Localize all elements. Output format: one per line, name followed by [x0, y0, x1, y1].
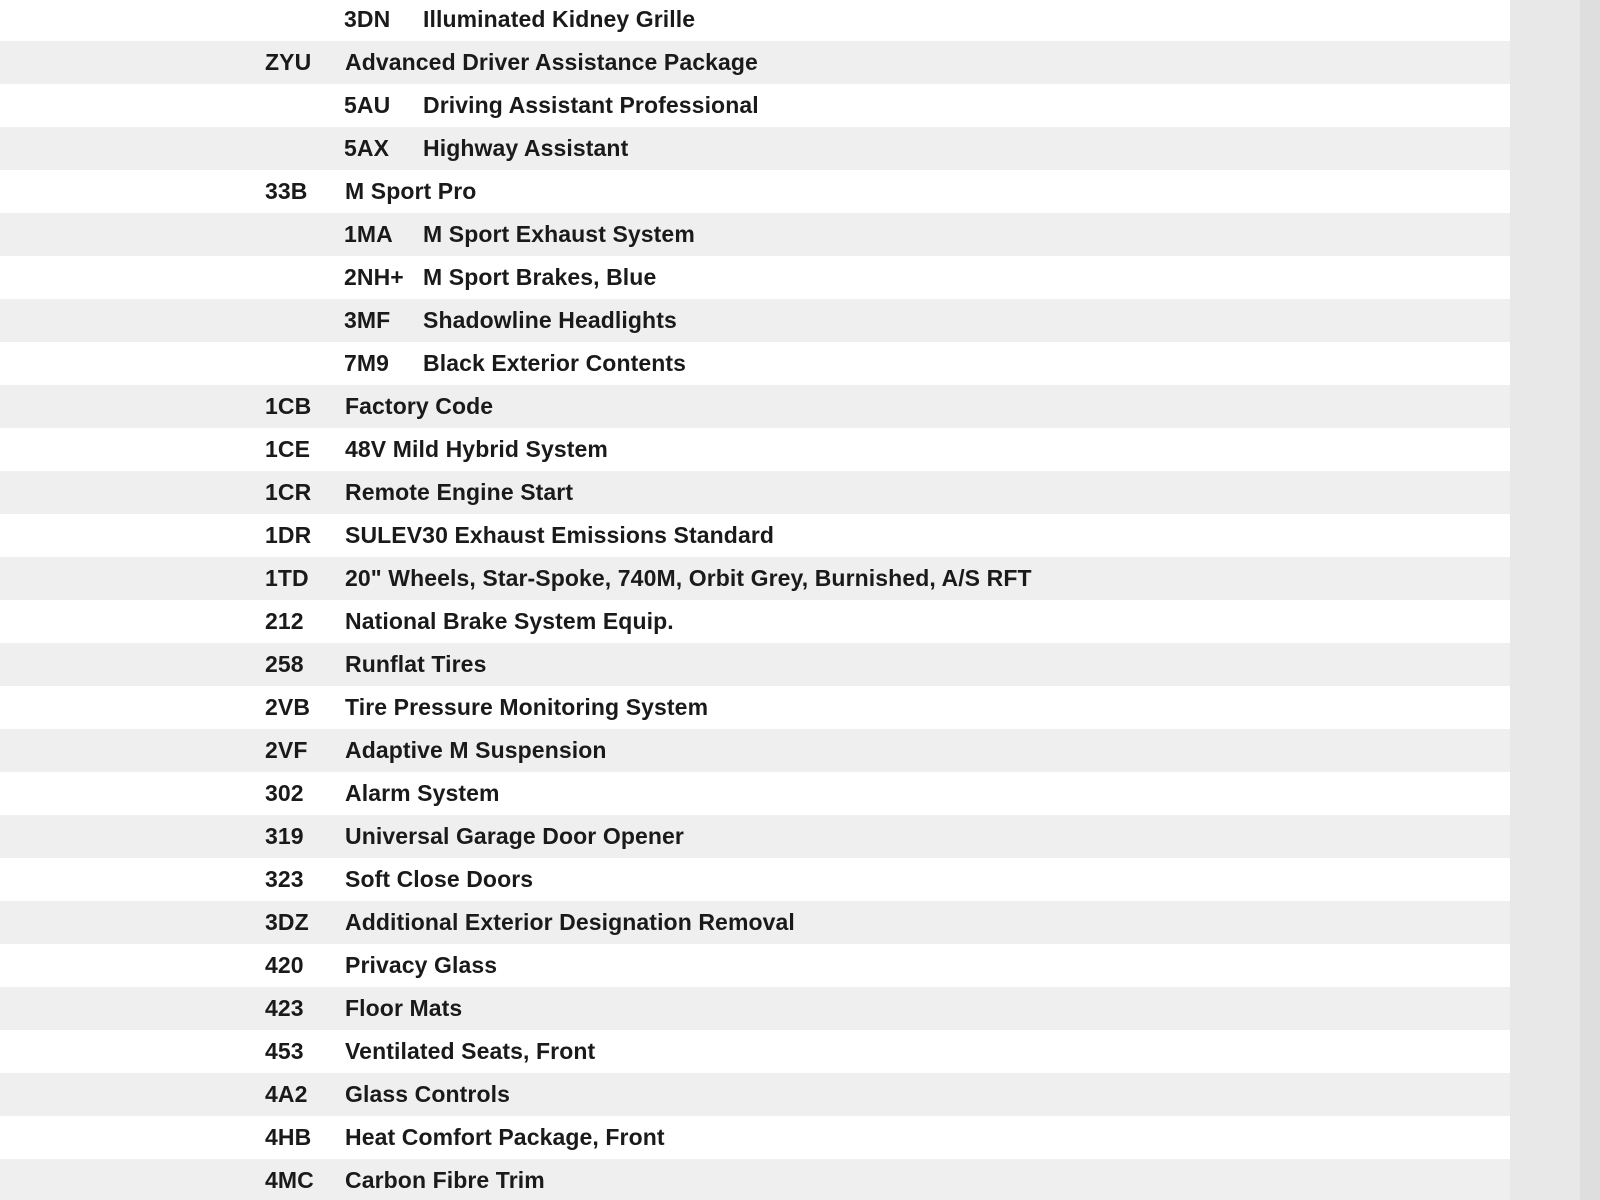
option-code: 423 — [265, 995, 304, 1021]
option-description: SULEV30 Exhaust Emissions Standard — [345, 522, 775, 548]
option-description: Advanced Driver Assistance Package — [345, 49, 758, 75]
option-description: M Sport Brakes, Blue — [423, 264, 657, 290]
option-code: 1MA — [344, 221, 393, 247]
option-row — [0, 686, 1510, 729]
option-row — [0, 0, 1510, 41]
option-code: 5AU — [344, 92, 391, 118]
option-code: 5AX — [344, 135, 390, 161]
option-row — [0, 1116, 1510, 1159]
option-description: 20" Wheels, Star-Spoke, 740M, Orbit Grey, Burnished, A/S RFT — [345, 565, 1032, 591]
option-row — [0, 256, 1510, 299]
option-description: Alarm System — [345, 780, 500, 806]
option-row — [0, 213, 1510, 256]
option-code: 4A2 — [265, 1081, 308, 1107]
option-description: Black Exterior Contents — [423, 350, 687, 376]
option-row — [0, 557, 1510, 600]
option-row — [0, 385, 1510, 428]
option-row — [0, 643, 1510, 686]
option-description: Tire Pressure Monitoring System — [345, 694, 709, 720]
option-code: 3DN — [344, 6, 391, 32]
option-code: 33B — [265, 178, 308, 204]
option-description: Privacy Glass — [345, 952, 498, 978]
vertical-scrollbar[interactable] — [1580, 0, 1600, 1200]
option-description: Shadowline Headlights — [423, 307, 677, 333]
option-description: Carbon Fibre Trim — [345, 1167, 545, 1193]
option-description: Runflat Tires — [345, 651, 487, 677]
option-code: 1TD — [265, 565, 309, 591]
option-code: 420 — [265, 952, 304, 978]
option-code: ZYU — [265, 49, 312, 75]
option-row — [0, 1159, 1510, 1200]
option-row — [0, 84, 1510, 127]
option-row — [0, 1030, 1510, 1073]
option-row — [0, 471, 1510, 514]
option-code: 453 — [265, 1038, 304, 1064]
option-row — [0, 299, 1510, 342]
option-code: 3DZ — [265, 909, 309, 935]
option-row — [0, 127, 1510, 170]
option-description: Remote Engine Start — [345, 479, 574, 505]
option-description: Factory Code — [345, 393, 494, 419]
option-code: 2NH+ — [344, 264, 404, 290]
option-code: 258 — [265, 651, 304, 677]
option-code: 4HB — [265, 1124, 312, 1150]
option-description: Universal Garage Door Opener — [345, 823, 684, 849]
option-code: 4MC — [265, 1167, 314, 1193]
option-code: 7M9 — [344, 350, 390, 376]
option-description: National Brake System Equip. — [345, 608, 674, 634]
option-code: 319 — [265, 823, 304, 849]
option-row — [0, 1073, 1510, 1116]
option-description: M Sport Exhaust System — [423, 221, 695, 247]
option-code: 323 — [265, 866, 304, 892]
option-row — [0, 428, 1510, 471]
option-description: Illuminated Kidney Grille — [423, 6, 696, 32]
option-row — [0, 342, 1510, 385]
option-row — [0, 858, 1510, 901]
option-code: 2VB — [265, 694, 311, 720]
option-row — [0, 514, 1510, 557]
option-row — [0, 944, 1510, 987]
option-row — [0, 170, 1510, 213]
option-code: 1CR — [265, 479, 312, 505]
option-row — [0, 815, 1510, 858]
option-description: Glass Controls — [345, 1081, 510, 1107]
option-code: 302 — [265, 780, 304, 806]
option-code: 2VF — [265, 737, 308, 763]
option-description: 48V Mild Hybrid System — [345, 436, 608, 462]
option-row — [0, 901, 1510, 944]
option-code: 3MF — [344, 307, 391, 333]
option-description: Additional Exterior Designation Removal — [345, 909, 795, 935]
option-description: Driving Assistant Professional — [423, 92, 759, 118]
option-row — [0, 987, 1510, 1030]
option-code: 212 — [265, 608, 304, 634]
option-description: Soft Close Doors — [345, 866, 534, 892]
option-description: Floor Mats — [345, 995, 463, 1021]
option-description: M Sport Pro — [345, 178, 477, 204]
option-row — [0, 772, 1510, 815]
option-row — [0, 41, 1510, 84]
option-description: Adaptive M Suspension — [345, 737, 607, 763]
option-description: Heat Comfort Package, Front — [345, 1124, 665, 1150]
option-description: Highway Assistant — [423, 135, 629, 161]
option-row — [0, 729, 1510, 772]
option-row — [0, 600, 1510, 643]
option-code: 1CB — [265, 393, 312, 419]
option-code: 1DR — [265, 522, 312, 548]
option-code: 1CE — [265, 436, 311, 462]
option-description: Ventilated Seats, Front — [345, 1038, 596, 1064]
